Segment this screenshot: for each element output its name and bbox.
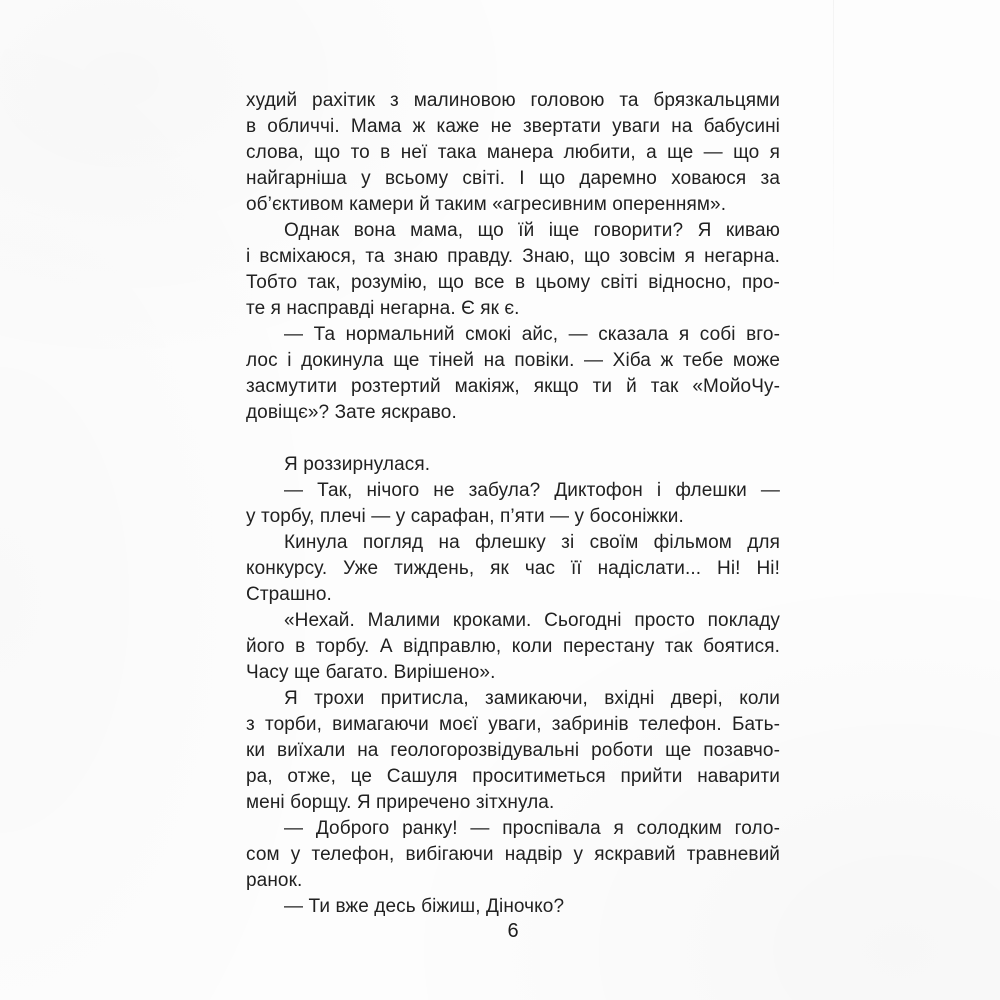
text-line: довіщє»? Зате яскраво. bbox=[246, 402, 457, 423]
text-line: те я насправді негарна. Є як є. bbox=[246, 298, 520, 319]
text-line: у торбу, плечі — у сарафан, п’яти — у босоніжки. bbox=[246, 506, 684, 527]
text-line: його в торбу. А відправлю, коли перестану так боятися. bbox=[246, 636, 780, 657]
text-line: Страшно. bbox=[246, 584, 332, 605]
text-line: ранок. bbox=[246, 870, 303, 891]
text-line: ра, отже, це Сашуля проситиметься прийти наварити bbox=[246, 766, 780, 787]
text-line: Однак вона мама, що їй іще говорити? Я киваю bbox=[284, 220, 780, 241]
text-line: мені борщу. Я приречено зітхнула. bbox=[246, 792, 555, 813]
body-text bbox=[246, 88, 780, 920]
text-line: найгарніша у всьому світі. І що даремно ховаюся за bbox=[246, 168, 780, 189]
text-line: Часу ще багато. Вирішено». bbox=[246, 662, 496, 683]
text-line: «Нехай. Малими кроками. Сьогодні просто покладу bbox=[284, 610, 780, 631]
text-line: — Так, нічого не забула? Диктофон і флешки — bbox=[284, 480, 780, 501]
text-line: конкурсу. Уже тиждень, як час її надіслати... Ні! Ні! bbox=[246, 558, 780, 579]
text-line: в обличчі. Мама ж каже не звертати уваги на бабусині bbox=[246, 116, 780, 137]
text-line: Тобто так, розумію, що все в цьому світі відносно, про- bbox=[246, 272, 780, 293]
text-line: худий рахітик з малиновою головою та брязкальцями bbox=[246, 90, 780, 111]
text-line: сом у телефон, вибігаючи надвір у яскравий травневий bbox=[246, 844, 780, 865]
text-line: Кинула погляд на флешку зі своїм фільмом для bbox=[284, 532, 780, 553]
text-line: і всміхаюся, та знаю правду. Знаю, що зовсім я негарна. bbox=[246, 246, 780, 267]
text-line: Я трохи притисла, замикаючи, вхідні двері, коли bbox=[284, 688, 780, 709]
text-line: з торби, вимагаючи моєї уваги, забринів телефон. Бать- bbox=[246, 714, 780, 735]
text-line: ки виїхали на геологорозвідувальні роботи ще позавчо- bbox=[246, 740, 780, 761]
text-line: слова, що то в неї така манера любити, а ще — що я bbox=[246, 142, 780, 163]
text-line: об’єктивом камери й таким «агресивним оперенням». bbox=[246, 194, 727, 215]
text-line: Я роззирнулася. bbox=[284, 454, 431, 475]
text-line: — Та нормальний смокі айс, — сказала я собі вго- bbox=[284, 324, 780, 345]
scan-edge-artifact bbox=[833, 0, 834, 300]
text-line: — Доброго ранку! — проспівала я солодким голо- bbox=[284, 818, 780, 839]
text-line: лос і докинула ще тіней на повіки. — Хіба ж тебе може bbox=[246, 350, 780, 371]
text-line: — Ти вже десь біжиш, Діночко? bbox=[284, 896, 565, 917]
page-number: 6 bbox=[507, 920, 519, 942]
text-line: засмутити розтертий макіяж, якщо ти й так «МойоЧу- bbox=[246, 376, 780, 397]
